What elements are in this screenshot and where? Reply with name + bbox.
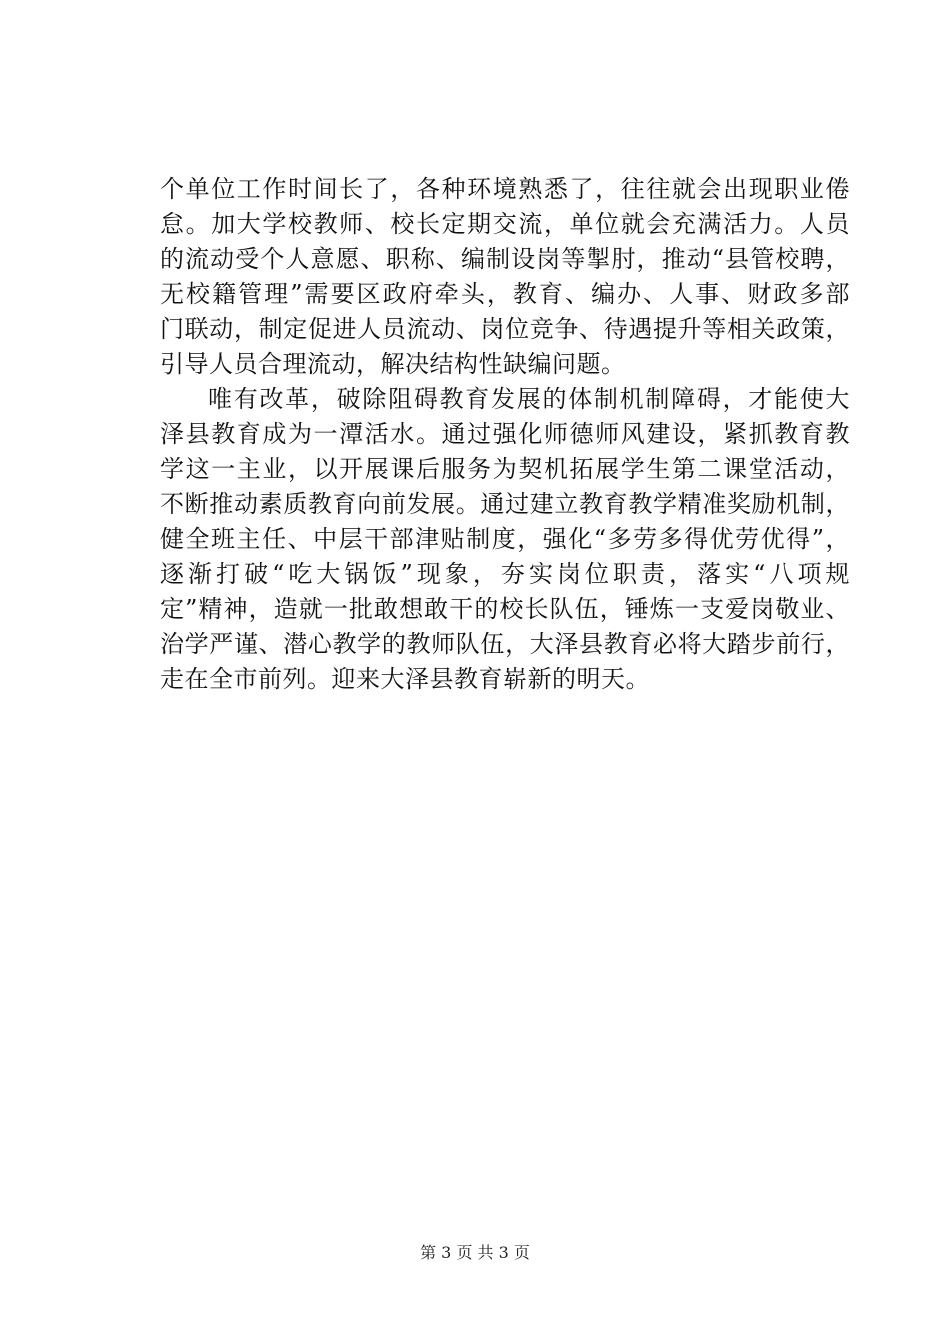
text-line: 无校籍管理”需要区政府牵头，教育、编办、人事、财政多部 — [160, 280, 850, 308]
text-line: 门联动，制定促进人员流动、岗位竞争、待遇提升等相关政策， — [160, 315, 850, 343]
text-line: 唯有改革，破除阻碍教育发展的体制机制障碍，才能使大 — [208, 385, 850, 413]
text-line: 不断推动素质教育向前发展。通过建立教育教学精准奖励机制， — [160, 490, 850, 518]
paragraph-1 — [160, 172, 850, 382]
document-body — [160, 172, 850, 697]
text-line: 逐渐打破“吃大锅饭”现象，夯实岗位职责，落实“八项规 — [160, 560, 850, 588]
paragraph-2 — [160, 382, 850, 697]
text-line: 定”精神，造就一批敢想敢干的校长队伍，锤炼一支爱岗敬业、 — [160, 595, 850, 623]
page-footer — [0, 1243, 950, 1263]
text-line: 泽县教育成为一潭活水。通过强化师德师风建设，紧抓教育教 — [160, 420, 850, 448]
text-line: 怠。加大学校教师、校长定期交流，单位就会充满活力。人员 — [160, 210, 850, 238]
text-line: 引导人员合理流动，解决结构性缺编问题。 — [160, 350, 626, 378]
text-line: 治学严谨、潜心教学的教师队伍，大泽县教育必将大踏步前行， — [160, 630, 850, 658]
page-number-label: 第 3 页 共 3 页 — [420, 1243, 530, 1262]
text-line: 个单位工作时间长了，各种环境熟悉了，往往就会出现职业倦 — [160, 175, 850, 203]
text-line: 健全班主任、中层干部津贴制度，强化“多劳多得优劳优得”， — [160, 525, 850, 553]
text-line: 学这一主业，以开展课后服务为契机拓展学生第二课堂活动， — [160, 455, 850, 483]
text-line: 的流动受个人意愿、职称、编制设岗等掣肘，推动“县管校聘， — [160, 245, 850, 273]
text-line: 走在全市前列。迎来大泽县教育崭新的明天。 — [160, 665, 650, 693]
